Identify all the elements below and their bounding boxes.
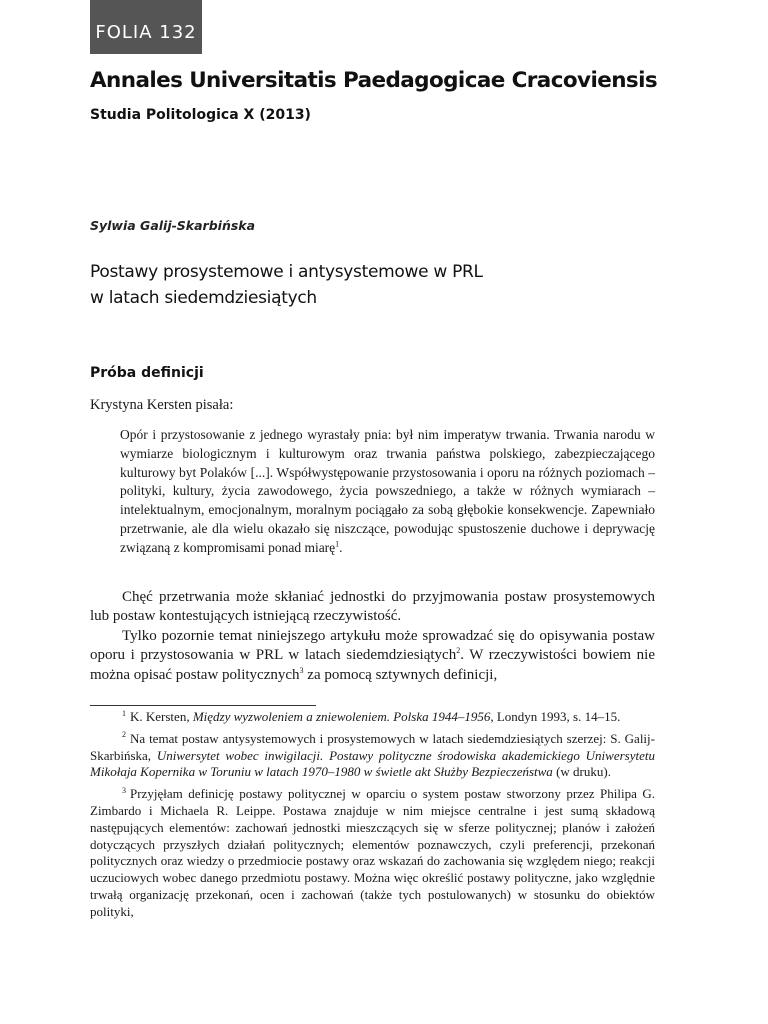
section-heading: Próba definicji	[90, 365, 204, 381]
footnote	[90, 709, 655, 726]
footnote-text: , Londyn 1993, s. 14–15.	[490, 709, 621, 724]
footnote-number: 3	[122, 785, 126, 795]
footnote-divider	[90, 705, 316, 706]
journal-title: Annales Universitatis Paedagogicae Cracoviensis	[90, 68, 658, 93]
footnote	[90, 731, 655, 781]
footnote-italic-title: Uniwersytet wobec inwigilacji. Postawy polityczne środowiska akademickiego Uniwersytetu Mikołaja Kopernika w Toruniu w latach 1970–1980 w świetle akt Służby Bezpieczeństwa	[90, 747, 655, 780]
article-author: Sylwia Galij-Skarbińska	[90, 218, 256, 233]
intro-line: Krystyna Kersten pisała:	[90, 397, 234, 413]
footnote-text: K. Kersten,	[130, 709, 193, 724]
paragraph-text: za pomocą sztywnych definicji,	[303, 666, 498, 683]
footnote-number: 2	[122, 730, 126, 740]
paragraph-text: Tylko pozornie temat niniejszego artykułu może sprowadzać się do opisywania postaw oporu i przystosowania w PRL w latach siedemdziesiątych	[90, 627, 655, 664]
footnote-italic-title: Między wyzwoleniem a zniewoleniem. Polska 1944–1956	[192, 709, 491, 724]
footnotes	[90, 709, 655, 926]
paragraph: Chęć przetrwania może skłaniać jednostki do przyjmowania postaw prosystemowych lub postaw kontestujących istniejącą rzeczywistość.	[90, 589, 655, 625]
quote-text: Opór i przystosowanie z jednego wyrastały pnia: był nim imperatyw trwania. Trwania narodu w wymiarze biologicznym i kulturowym oraz trwania państwa polskiego, zabezpieczającego kulturowy byt Polaków [...]. Współwystępowanie przystosowania i oporu na różnych poziomach – polityki, kultury, życia zawodowego, życia powszedniego, a także w różnych wymiarach – intelektualnym, emocjonalnym, moralnym pociągało za sobą głębokie konsekwencje. Zapewniało przetrwanie, ale dla wielu okazało się niszczące, powodując spustoszenie duchowe i deprywację związaną z kompromisami ponad miarę	[120, 427, 655, 555]
footnote-number: 1	[122, 708, 126, 718]
paragraph-text: . W rzeczywistości bowiem nie można opisać postaw politycznych	[90, 647, 655, 683]
footnote-ref[interactable]: 3	[299, 665, 304, 675]
footnote	[90, 786, 655, 920]
article-title-line1: Postawy prosystemowe i antysystemowe w PRL	[90, 262, 483, 282]
folio-badge: FOLIA 132	[90, 0, 202, 54]
block-quote: Opór i przystosowanie z jednego wyrastały pnia: był nim imperatyw trwania. Trwania narodu w wymiarze biologicznym i kulturowym oraz trwania państwa polskiego, zabezpieczającego kulturowy byt Polaków [...]. Współwystępowanie przystosowania i oporu na różnych poziomach – polityki, kultury, życia zawodowego, życia powszedniego, a także w różnych wymiarach – intelektualnym, emocjonalnym, moralnym pociągało za sobą głębokie konsekwencje. Zapewniało przetrwanie, ale dla wielu okazało się niszczące, powodując spustoszenie duchowe i deprywację związaną z kompromisami ponad miarę$^1$.	[120, 427, 655, 555]
paragraph	[90, 627, 655, 685]
article-title	[90, 259, 670, 311]
footnote-text: (w druku).	[552, 764, 611, 780]
article-title-line2: w latach siedemdziesiątych	[90, 288, 317, 308]
body-text	[90, 588, 655, 685]
journal-subtitle: Studia Politologica X (2013)	[90, 107, 311, 123]
footnote-text: Na temat postaw antysystemowych i prosystemowych w latach siedemdziesiątych szerzej: S. Galij-Skarbińska,	[90, 730, 655, 763]
footnote-ref[interactable]: 2	[456, 646, 461, 656]
footnote-text: Przyjęłam definicję postawy politycznej w oparciu o system postaw stworzony przez Philipa G. Zimbardo i Michaela R. Leippe. Postawa znajduje w nim miejsce centralne i jest sumą składową następujących elementów: zachowań jednostki mieszczących się w sferze politycznej; planów i założeń dotyczących przyszłych działań politycznych; elementów poznawczych, czyli preferencji, przekonań politycznych oraz wiedzy o przedmiocie postawy oraz wskazań do zachowania się względem niego; reakcji uczuciowych wobec danego przedmiotu postawy. Można więc określić postawy polityczne, jako względnie trwałą organizację przekonań, ocen i zachowań (także tych postulowanych) w stosunku do obiektów polityki,	[90, 786, 655, 919]
footnote-ref[interactable]: 1	[335, 539, 340, 549]
